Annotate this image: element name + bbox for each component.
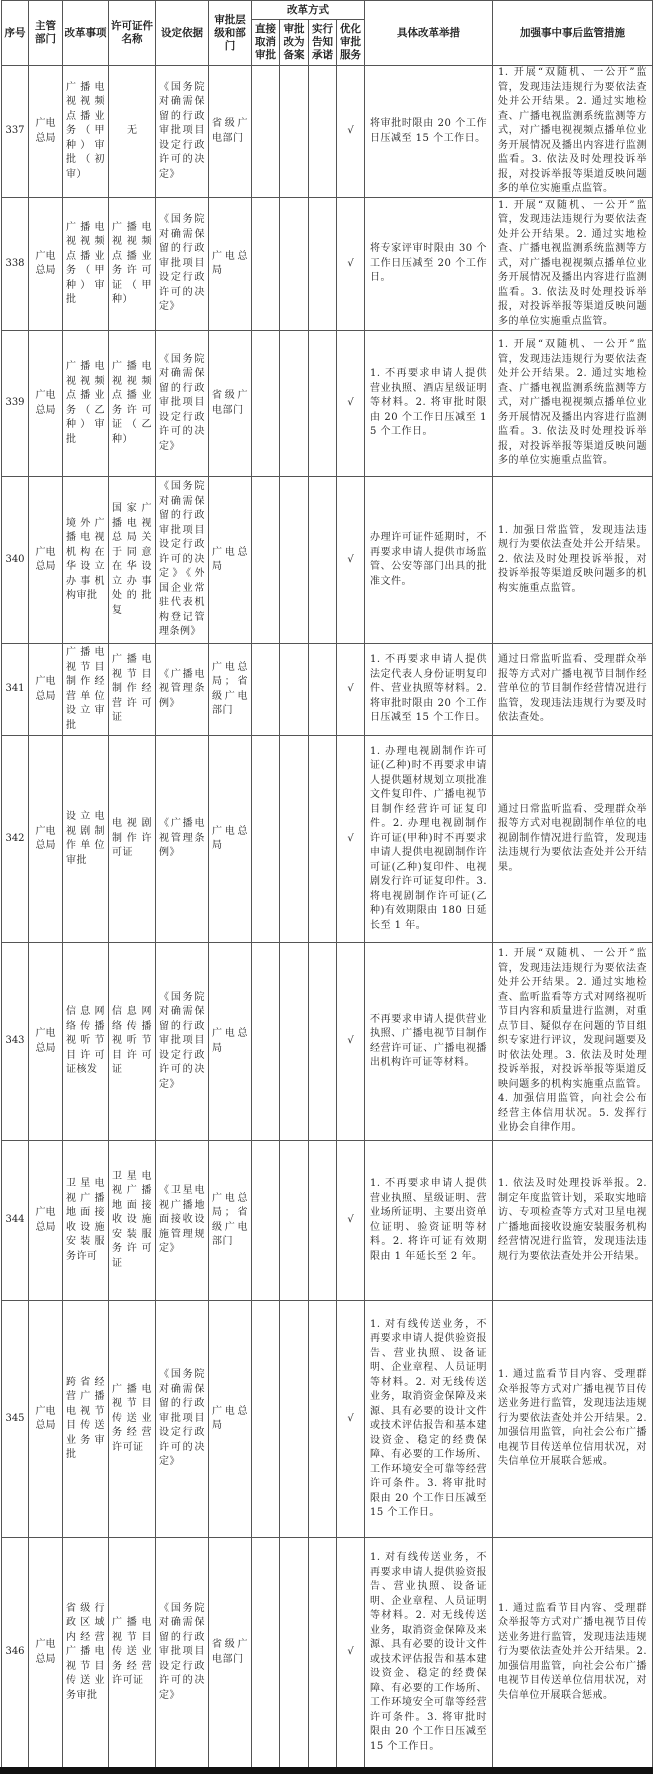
measures-cell: 1. 不再要求申请人提供法定代表人身份证明复印件、营业执照等材料。2. 将审批时限由 20 个工作日压减至 15 个工作日。	[365, 644, 493, 736]
license-cell: 国家广播电视总局关于同意在华设立办事处的批复	[109, 477, 156, 644]
check-mark-icon: √	[347, 1035, 354, 1047]
reform-mode-cell	[337, 736, 365, 943]
bottom-edge	[0, 1767, 653, 1774]
level-cell: 广电总局	[209, 198, 252, 331]
reform-mode-cell	[337, 644, 365, 736]
row-number: 346	[2, 1538, 29, 1768]
supervision-cell: 1. 开展“双随机、一公开”监管，发现违法违规行为要依法查处并公开结果。2. 通过实地检查、广播电视监测系统监测等方式，对广播电视视频点播单位业务开展情况及播出内容进行监测监看。3. 依法及时处理投诉举报，对投诉举报等渠道反映问题多的单位实施重点监管。	[493, 198, 653, 331]
table-row	[2, 198, 653, 331]
item-cell: 跨省经营广播电视节目传送业务审批	[63, 1301, 109, 1538]
reform-mode-cell	[252, 1141, 280, 1301]
measures-cell: 1. 办理电视剧制作许可证(乙种)时不再要求申请人提供题材规划立项批准文件复印件、广播电视节目制作经营许可证复印件。2. 办理电视剧制作许可证(甲种)时不再要求申请人提供电视剧制作许可证(乙种)复印件、电视剧发行许可证复印件。3. 将电视剧制作许可证(乙种)有效期限由 180 日延长至 1 年。	[365, 736, 493, 943]
reform-mode-cell	[280, 331, 309, 477]
header-basis: 设定依据	[156, 1, 209, 66]
header-seq: 序号	[2, 1, 29, 66]
reform-mode-cell	[309, 644, 337, 736]
license-cell: 广播电视节目传送业务经营许可证	[109, 1538, 156, 1768]
reform-mode-cell	[337, 1538, 365, 1768]
level-cell: 广电总局	[209, 1301, 252, 1538]
level-cell: 广电总局；省级广电部门	[209, 644, 252, 736]
dept-cell: 广电总局	[29, 66, 63, 198]
row-number: 344	[2, 1141, 29, 1301]
license-cell: 广播电视节目制作经营许可证	[109, 644, 156, 736]
supervision-cell: 1. 通过监看节目内容、受理群众举报等方式对广播电视节目传送业务进行监管，发现违法违规行为要依法查处并公开结果。2. 加强信用监管，向社会公布广播电视节目传送单位信用状况，对失信单位开展联合惩戒。	[493, 1301, 653, 1538]
measures-cell: 将专家评审时限由 30 个工作日压减至 20 个工作日。	[365, 198, 493, 331]
level-cell: 省级广电部门	[209, 1538, 252, 1768]
reform-mode-cell	[309, 1538, 337, 1768]
basis-cell: 《国务院对确需保留的行政审批项目设定行政许可的决定》	[156, 1301, 209, 1538]
table-row	[2, 644, 653, 736]
reform-mode-cell	[337, 66, 365, 198]
table-row	[2, 66, 653, 198]
license-cell: 广播电视视频点播业务许可证（甲种）	[109, 198, 156, 331]
item-cell: 境外广播电视机构在华设立办事机构审批	[63, 477, 109, 644]
basis-cell: 《国务院对确需保留的行政审批项目设定行政许可的决定》	[156, 331, 209, 477]
level-cell: 省级广电部门	[209, 331, 252, 477]
reform-mode-cell	[309, 331, 337, 477]
check-mark-icon: √	[347, 397, 354, 409]
row-number: 342	[2, 736, 29, 943]
basis-cell: 《国务院对确需保留的行政审批项目设定行政许可的决定》	[156, 1538, 209, 1768]
basis-cell: 《国务院对确需保留的行政审批项目设定行政许可的决定》	[156, 198, 209, 331]
row-number: 345	[2, 1301, 29, 1538]
table-row	[2, 477, 653, 644]
reform-mode-cell	[280, 477, 309, 644]
dept-cell: 广电总局	[29, 644, 63, 736]
table-row	[2, 1301, 653, 1538]
measures-cell: 将审批时限由 20 个工作日压减至 15 个工作日。	[365, 66, 493, 198]
level-cell: 广电总局	[209, 477, 252, 644]
basis-cell: 《国务院对确需保留的行政审批项目设定行政许可的决定》《外国企业常驻代表机构登记管理条例》	[156, 477, 209, 644]
reform-mode-cell	[309, 736, 337, 943]
dept-cell: 广电总局	[29, 331, 63, 477]
dept-cell: 广电总局	[29, 477, 63, 644]
header-mode-optimize: 优化审批服务	[337, 20, 365, 66]
dept-cell: 广电总局	[29, 198, 63, 331]
item-cell: 设立电视剧制作单位审批	[63, 736, 109, 943]
license-cell: 广播电视视频点播业务许可证（乙种）	[109, 331, 156, 477]
item-cell: 广播电视节目制作经营单位设立审批	[63, 644, 109, 736]
header-mode-cancel: 直接取消审批	[252, 20, 280, 66]
supervision-cell: 1. 开展“双随机、一公开”监管，发现违法违规行为要依法查处并公开结果。2. 通过实地检查、广播电视监测系统监测等方式，对广播电视视频点播单位业务开展情况及播出内容进行监测监看。3. 依法及时处理投诉举报，对投诉举报等渠道反映问题多的单位实施重点监管。	[493, 331, 653, 477]
check-mark-icon: √	[347, 683, 354, 695]
reform-mode-cell	[280, 1538, 309, 1768]
reform-mode-cell	[337, 331, 365, 477]
check-mark-icon: √	[347, 125, 354, 137]
reform-mode-cell	[280, 644, 309, 736]
item-cell: 广播电视视频点播业务（甲种）审批	[63, 198, 109, 331]
table-row	[2, 943, 653, 1141]
row-number: 338	[2, 198, 29, 331]
dept-cell: 广电总局	[29, 1538, 63, 1768]
item-cell: 省级行政区域内经营广播电视节目传送业务审批	[63, 1538, 109, 1768]
measures-cell: 1. 不再要求申请人提供营业执照、星级证明、营业场所证明、主要出资单位证明、验资证明等材料。2. 将许可证有效期限由 1 年延长至 2 年。	[365, 1141, 493, 1301]
check-mark-icon: √	[347, 257, 354, 269]
dept-cell: 广电总局	[29, 1141, 63, 1301]
basis-cell: 《广播电视管理条例》	[156, 736, 209, 943]
supervision-cell: 1. 加强日常监管，发现违法违规行为要依法查处并公开结果。2. 依法及时处理投诉举报，对投诉举报等渠道反映问题多的机构实施重点监管。	[493, 477, 653, 644]
reform-mode-cell	[280, 1141, 309, 1301]
basis-cell: 《国务院对确需保留的行政审批项目设定行政许可的决定》	[156, 943, 209, 1141]
item-cell: 广播电视视频点播业务（乙种）审批	[63, 331, 109, 477]
level-cell: 广电总局	[209, 736, 252, 943]
row-number: 340	[2, 477, 29, 644]
reform-mode-cell	[309, 943, 337, 1141]
row-number: 339	[2, 331, 29, 477]
table-body	[2, 66, 653, 1768]
table-row	[2, 331, 653, 477]
header-mode-notify: 实行告知承诺	[309, 20, 337, 66]
reform-mode-cell	[252, 331, 280, 477]
item-cell: 卫星电视广播地面接收设施安装服务许可	[63, 1141, 109, 1301]
reform-mode-cell	[252, 66, 280, 198]
basis-cell: 《国务院对确需保留的行政审批项目设定行政许可的决定》	[156, 66, 209, 198]
table-row	[2, 1141, 653, 1301]
reform-mode-cell	[337, 477, 365, 644]
measures-cell: 1. 对有线传送业务，不再要求申请人提供验资报告、营业执照、设备证明、企业章程、人员证明等材料。2. 对无线传送业务，取消资金保障及来源、具有必要的设计文件或技术评估报告和基本建设资金、稳定的经费保障、有必要的工作场所、工作环境安全可靠等经营许可条件。3. 将审批时限由 20 个工作日压减至 15 个工作日。	[365, 1538, 493, 1768]
supervision-cell: 1. 通过监看节目内容、受理群众举报等方式对广播电视节目传送业务进行监管，发现违法违规行为要依法查处并公开结果。2. 加强信用监管，向社会公布广播电视节目传送单位信用状况，对失信单位开展联合惩戒。	[493, 1538, 653, 1768]
dept-cell: 广电总局	[29, 943, 63, 1141]
header-level: 审批层级和部门	[209, 1, 252, 66]
table-row	[2, 1538, 653, 1768]
measures-cell: 1. 不再要求申请人提供营业执照、酒店星级证明等材料。2. 将审批时限由 20 个工作日压减至 15 个工作日。	[365, 331, 493, 477]
reform-mode-cell	[309, 1301, 337, 1538]
reform-mode-cell	[337, 198, 365, 331]
header-mode-filing: 审批改为备案	[280, 20, 309, 66]
basis-cell: 《广播电视管理条例》	[156, 644, 209, 736]
reform-mode-cell	[280, 736, 309, 943]
header-measures: 具体改革举措	[365, 1, 493, 66]
check-mark-icon: √	[347, 832, 354, 844]
license-cell: 信息网络传播视听节目许可证	[109, 943, 156, 1141]
check-mark-icon: √	[347, 1646, 354, 1658]
measures-cell: 1. 对有线传送业务，不再要求申请人提供验资报告、营业执照、设备证明、企业章程、人员证明等材料。2. 对无线传送业务，取消资金保障及来源、具有必要的设计文件或技术评估报告和基本建设资金、稳定的经费保障、有必要的工作场所、工作环境安全可靠等经营许可条件。3. 将审批时限由 20 个工作日压减至 15 个工作日。	[365, 1301, 493, 1538]
row-number: 341	[2, 644, 29, 736]
reform-mode-cell	[252, 1538, 280, 1768]
supervision-cell: 1. 开展“双随机、一公开”监管，发现违法违规行为要依法查处并公开结果。2. 通过实地检查、监听监看等方式对网络视听节目内容和质量进行监测，对重点节目、疑似存在问题的节目组织专家进行评议，发现问题要及时依法处理。3. 依法及时处理投诉举报，对投诉举报等渠道反映问题多的机构实施重点监管。4. 加强信用监管，向社会公布经营主体信用状况。5. 发挥行业协会自律作用。	[493, 943, 653, 1141]
level-cell: 省级广电部门	[209, 66, 252, 198]
reform-mode-cell	[280, 943, 309, 1141]
reform-mode-cell	[252, 644, 280, 736]
check-mark-icon: √	[347, 1214, 354, 1226]
dept-cell: 广电总局	[29, 1301, 63, 1538]
reform-mode-cell	[337, 1141, 365, 1301]
license-cell: 卫星电视广播地面接收设施安装服务许可证	[109, 1141, 156, 1301]
measures-cell: 不再要求申请人提供营业执照、广播电视节目制作经营许可证、广播电视播出机构许可证等材料。	[365, 943, 493, 1141]
measures-cell: 办理许可证件延期时，不再要求申请人提供市场监管、公安等部门出具的批准文件。	[365, 477, 493, 644]
reform-mode-cell	[252, 477, 280, 644]
reform-table	[1, 0, 653, 1768]
item-cell: 广播电视视频点播业务（甲种）审批（初审）	[63, 66, 109, 198]
header-license: 许可证件名称	[109, 1, 156, 66]
row-number: 343	[2, 943, 29, 1141]
reform-mode-cell	[252, 736, 280, 943]
license-cell: 电视剧制作许可证	[109, 736, 156, 943]
table-row	[2, 736, 653, 943]
row-number: 337	[2, 66, 29, 198]
header-item: 改革事项	[63, 1, 109, 66]
basis-cell: 《卫星电视广播地面接收设施管理规定》	[156, 1141, 209, 1301]
license-cell: 广播电视节目传送业务经营许可证	[109, 1301, 156, 1538]
supervision-cell: 1. 开展“双随机、一公开”监管，发现违法违规行为要依法查处并公开结果。2. 通过实地检查、广播电视监测系统监测等方式，对广播电视视频点播单位业务开展情况及播出内容进行监测监看。3. 依法及时处理投诉举报，对投诉举报等渠道反映问题多的单位实施重点监管。	[493, 66, 653, 198]
table-header	[2, 1, 653, 66]
supervision-cell: 通过日常监听监看、受理群众举报等方式对电视剧制作单位的电视剧制作情况进行监管，发现违法违规行为要依法查处并公开结果。	[493, 736, 653, 943]
item-cell: 信息网络传播视听节目许可证核发	[63, 943, 109, 1141]
reform-mode-cell	[252, 1301, 280, 1538]
reform-mode-cell	[280, 198, 309, 331]
reform-mode-cell	[252, 198, 280, 331]
reform-mode-cell	[252, 943, 280, 1141]
supervision-cell: 通过日常监听监看、受理群众举报等方式对广播电视节目制作经营单位的节目制作经营情况进行监管，发现违法违规行为要及时依法查处。	[493, 644, 653, 736]
reform-mode-cell	[309, 198, 337, 331]
check-mark-icon: √	[347, 553, 354, 565]
header-supervision: 加强事中事后监管措施	[493, 1, 653, 66]
supervision-cell: 1. 依法及时处理投诉举报。2. 制定年度监管计划，采取实地暗访、专项检查等方式对卫星电视广播地面接收设施安装服务机构经营情况进行监管，发现违法违规行为要依法查处并公开结果。	[493, 1141, 653, 1301]
header-dept: 主管部门	[29, 1, 63, 66]
reform-mode-cell	[337, 943, 365, 1141]
reform-mode-cell	[309, 477, 337, 644]
reform-mode-cell	[309, 66, 337, 198]
header-reform-group: 改革方式	[252, 1, 365, 20]
reform-mode-cell	[337, 1301, 365, 1538]
reform-mode-cell	[309, 1141, 337, 1301]
reform-mode-cell	[280, 66, 309, 198]
level-cell: 广电总局	[209, 943, 252, 1141]
dept-cell: 广电总局	[29, 736, 63, 943]
level-cell: 广电总局；省级广电部门	[209, 1141, 252, 1301]
license-cell: 无	[109, 66, 156, 198]
reform-mode-cell	[280, 1301, 309, 1538]
check-mark-icon: √	[347, 1412, 354, 1424]
